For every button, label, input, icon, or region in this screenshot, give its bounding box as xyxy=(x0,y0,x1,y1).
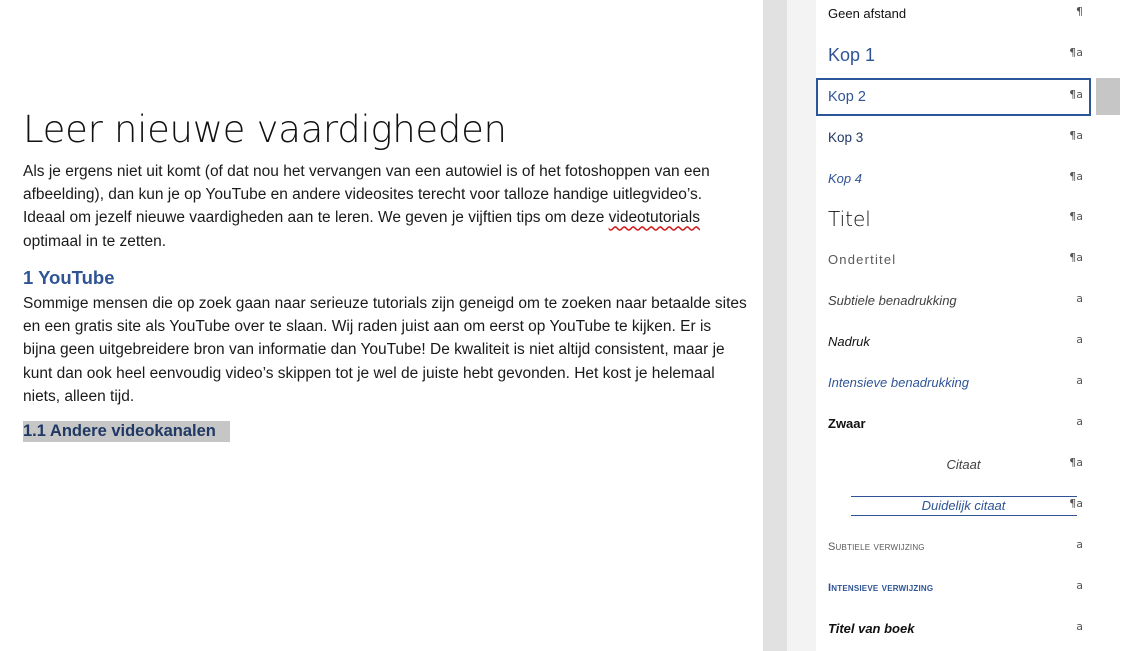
document-title[interactable]: Leer nieuwe vaardigheden xyxy=(23,108,507,151)
heading-2-selected[interactable]: 1.1 Andere videokanalen xyxy=(23,421,230,442)
style-label: Kop 4 xyxy=(828,171,862,186)
style-label: Geen afstand xyxy=(828,6,907,21)
style-label: Intensieve benadrukking xyxy=(828,375,969,390)
style-kop-2[interactable] xyxy=(816,78,1091,116)
style-intensieve-verwijzing[interactable] xyxy=(816,569,1091,607)
character-style-icon: a xyxy=(1076,538,1083,551)
linked-style-icon: ¶a xyxy=(1069,88,1083,101)
character-style-icon: a xyxy=(1076,620,1083,633)
character-style-icon: a xyxy=(1076,292,1083,305)
linked-style-icon: ¶a xyxy=(1069,251,1083,264)
style-label: Kop 2 xyxy=(828,89,866,105)
style-intensieve-benadrukking[interactable] xyxy=(816,364,1091,402)
style-kop-4[interactable] xyxy=(816,160,1091,198)
style-label: Titel van boek xyxy=(828,621,915,636)
linked-style-icon: ¶a xyxy=(1069,170,1083,183)
style-geen-afstand[interactable] xyxy=(816,0,1091,33)
style-label: Duidelijk citaat xyxy=(921,498,1006,513)
style-label: Nadruk xyxy=(828,334,870,349)
character-style-icon: a xyxy=(1076,579,1083,592)
linked-style-icon: ¶a xyxy=(1069,456,1083,469)
heading-1-youtube[interactable]: 1 YouTube xyxy=(23,267,115,288)
intro-paragraph[interactable] xyxy=(23,160,748,253)
style-titel[interactable] xyxy=(816,200,1091,238)
style-label: Citaat xyxy=(946,457,981,472)
style-zwaar[interactable] xyxy=(816,405,1091,443)
quote-bottom-border xyxy=(851,515,1077,516)
intro-text-part1: Als je ergens niet uit komt (of dat nou het vervangen van een autowiel is of het fotoshoppen van een afbeelding), dan kun je op YouTube en andere videosites terecht voor talloze handige uitlegvideo’s. Ideaal om jezelf nieuwe vaardigheden aan te leren. We geven je vijftien tips om deze xyxy=(23,163,710,227)
misspelled-word[interactable]: videotutorials xyxy=(608,209,700,227)
style-kop-3[interactable] xyxy=(816,119,1091,157)
linked-style-icon: ¶a xyxy=(1069,129,1083,142)
style-label: Subtiele verwijzing xyxy=(828,541,925,553)
style-label: Zwaar xyxy=(828,416,866,431)
style-label: Intensieve verwijzing xyxy=(828,582,934,594)
style-ondertitel[interactable] xyxy=(816,241,1091,279)
style-citaat[interactable] xyxy=(816,446,1091,484)
style-duidelijk-citaat[interactable] xyxy=(816,487,1091,525)
style-label: Kop 1 xyxy=(828,45,876,65)
character-style-icon: a xyxy=(1076,333,1083,346)
linked-style-icon: ¶a xyxy=(1069,210,1083,223)
pane-separator xyxy=(787,0,816,651)
youtube-paragraph[interactable]: Sommige mensen die op zoek gaan naar serieuze tutorials zijn geneigd om te zoeken naar betaalde sites en een gratis site als YouTube over te slaan. Wij raden juist aan om eerst op YouTube te kijken. Er is bijna geen uitgebreidere bron van informatie dan YouTube! De kwaliteit is niet altijd consistent, maar je kunt dan ook heel eenvoudig video’s skippen tot je wel de juiste hebt gevonden. Het kost je helemaal niets, alleen tijd. xyxy=(23,295,747,405)
character-style-icon: a xyxy=(1076,415,1083,428)
style-label: Ondertitel xyxy=(828,252,897,267)
style-subtiele-verwijzing[interactable] xyxy=(816,528,1091,566)
linked-style-icon: ¶a xyxy=(1069,497,1083,510)
intro-text-part2: optimaal in te zetten. xyxy=(23,232,167,250)
style-nadruk[interactable] xyxy=(816,323,1091,361)
style-label: Subtiele benadrukking xyxy=(828,293,957,308)
character-style-icon: a xyxy=(1076,374,1083,387)
linked-style-icon: ¶a xyxy=(1069,46,1083,59)
style-item-dropdown-button[interactable] xyxy=(1096,78,1120,115)
style-kop-1[interactable] xyxy=(816,36,1091,74)
styles-pane xyxy=(816,0,1136,651)
style-titel-van-boek[interactable] xyxy=(816,610,1091,648)
paragraph-style-icon: ¶ xyxy=(1076,5,1083,18)
style-subtiele-benadrukking[interactable] xyxy=(816,282,1091,320)
document-scroll-gutter xyxy=(763,0,787,651)
style-label: Titel xyxy=(828,207,871,231)
style-label: Kop 3 xyxy=(828,130,864,145)
